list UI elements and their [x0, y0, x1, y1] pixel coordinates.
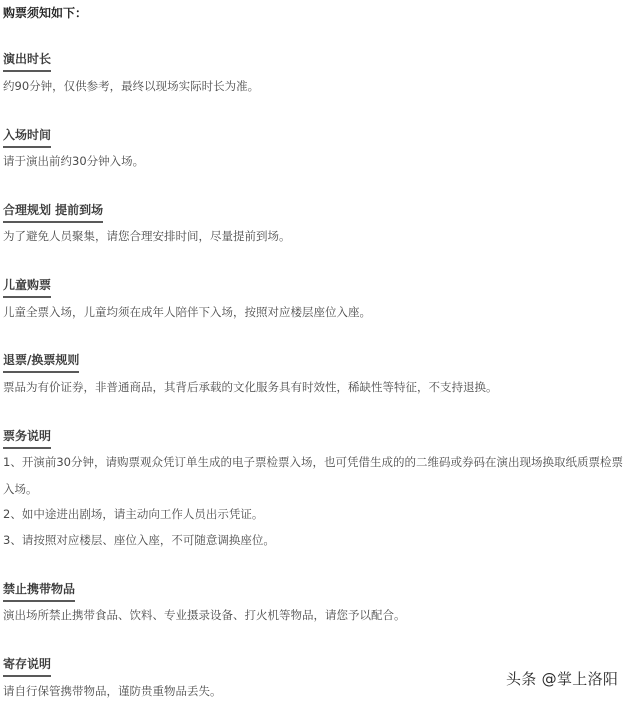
- section-text-entry-time: 请于演出前约30分钟入场。: [3, 154, 145, 168]
- section-text-planning: 为了避免人员聚集，请您合理安排时间，尽量提前到场。: [3, 229, 291, 243]
- section-title-entry-time: 入场时间: [3, 127, 51, 148]
- section-title-ticket-info: 票务说明: [3, 428, 51, 449]
- section-text-children: 儿童全票入场，儿童均须在成年人陪伴下入场，按照对应楼层座位入座。: [3, 305, 371, 319]
- section-text-prohibited-items: 演出场所禁止携带食品、饮料、专业摄录设备、打火机等物品，请您予以配合。: [3, 608, 406, 622]
- section-text-duration: 约90分钟，仅供参考，最终以现场实际时长为准。: [3, 79, 260, 93]
- section-text-ticket-info-1: 1、开演前30分钟，请购票观众凭订单生成的电子票检票入场，也可凭借生成的的二维码或券码在演出现场换取纸质票检票: [3, 455, 623, 469]
- section-title-storage: 寄存说明: [3, 656, 51, 677]
- section-title-refund-rules: 退票/换票规则: [3, 352, 79, 373]
- section-title-children: 儿童购票: [3, 277, 51, 298]
- section-title-prohibited-items: 禁止携带物品: [3, 581, 75, 602]
- section-title-planning: 合理规划 提前到场: [3, 202, 103, 223]
- section-text-ticket-info-1-cont: 入场。: [3, 482, 38, 496]
- source-watermark: 头条 @掌上洛阳: [506, 670, 619, 688]
- section-text-refund-rules: 票品为有价证券，非普通商品，其背后承载的文化服务具有时效性，稀缺性等特征，不支持退换。: [3, 380, 498, 394]
- intro-heading: 购票须知如下：: [3, 6, 88, 20]
- section-text-ticket-info-2: 2、如中途进出剧场，请主动向工作人员出示凭证。: [3, 507, 264, 521]
- section-text-ticket-info-3: 3、请按照对应楼层、座位入座，不可随意调换座位。: [3, 533, 275, 547]
- section-text-storage: 请自行保管携带物品，谨防贵重物品丢失。: [3, 684, 222, 698]
- section-title-duration: 演出时长: [3, 51, 51, 72]
